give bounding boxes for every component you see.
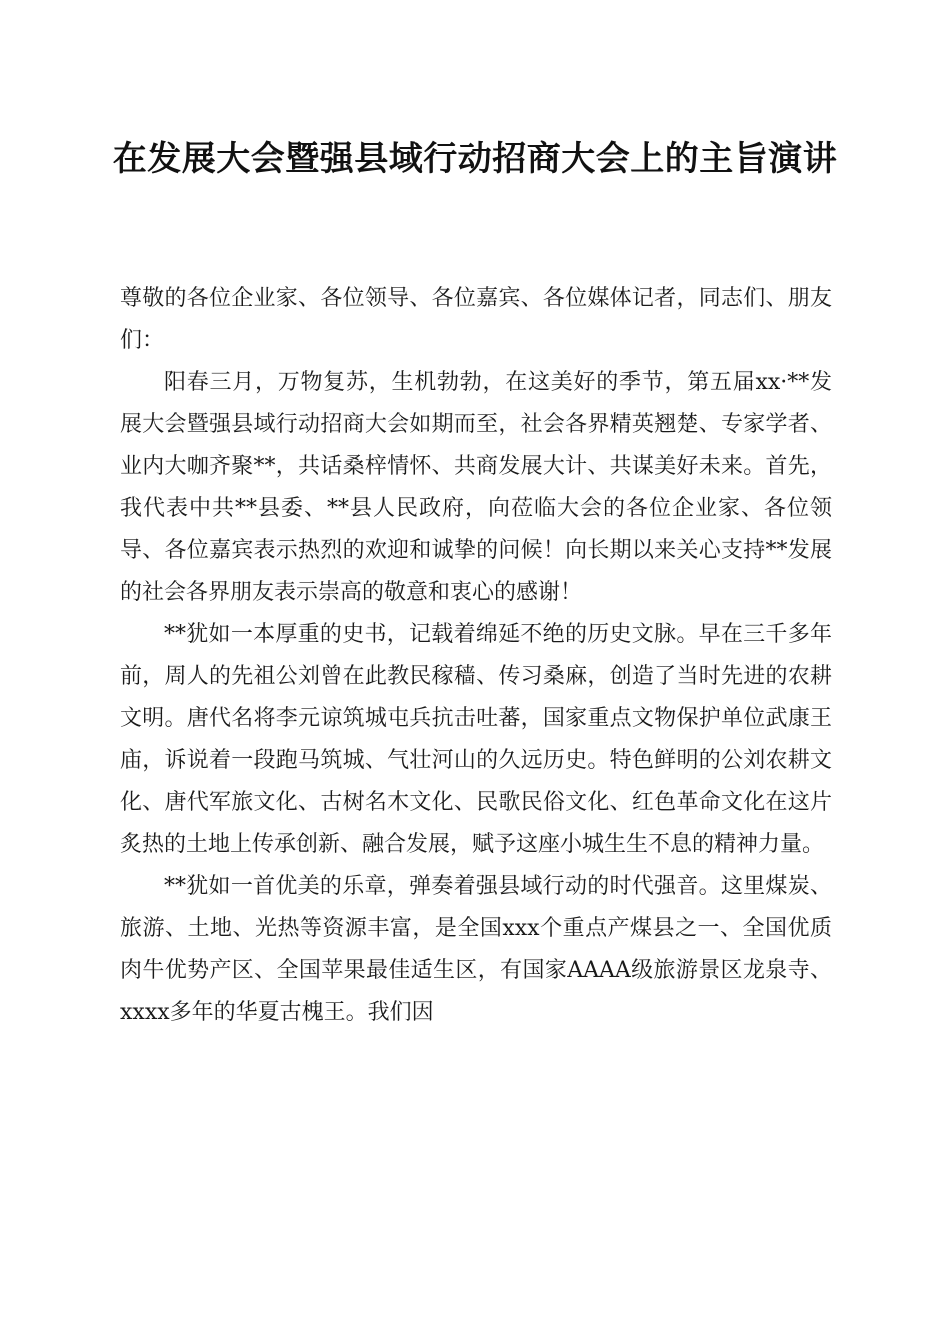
salutation: 尊敬的各位企业家、各位领导、各位嘉宾、各位媒体记者，同志们、朋友们：: [120, 286, 832, 353]
paragraph-resources: **犹如一首优美的乐章，弹奏着强县域行动的时代强音。这里煤炭、旅游、土地、光热等资源丰富，是全国xxx个重点产煤县之一、全国优质肉牛优势产区、全国苹果最佳适生区，有国家AAAA级旅游景区龙泉寺、xxxx多年的华夏古槐王。我们因: [120, 874, 832, 1025]
paragraph-opening: 阳春三月，万物复苏，生机勃勃，在这美好的季节，第五届xx·**发展大会暨强县域行动招商大会如期而至，社会各界精英翘楚、专家学者、业内大咖齐聚**，共话桑梓情怀、共商发展大计、共谋美好未来。首先，我代表中共**县委、**县人民政府，向莅临大会的各位企业家、各位领导、各位嘉宾表示热烈的欢迎和诚挚的问候！向长期以来关心支持**发展的社会各界朋友表示崇高的敬意和衷心的感谢！: [120, 370, 832, 605]
document-title: 在发展大会暨强县域行动招商大会上的主旨演讲: [112, 139, 838, 179]
document-body: [120, 278, 832, 1034]
paragraph-history: **犹如一本厚重的史书，记载着绵延不绝的历史文脉。早在三千多年前，周人的先祖公刘曾在此教民稼穑、传习桑麻，创造了当时先进的农耕文明。唐代名将李元谅筑城屯兵抗击吐蕃，国家重点文物保护单位武康王庙，诉说着一段跑马筑城、气壮河山的久远历史。特色鲜明的公刘农耕文化、唐代军旅文化、古树名木文化、民歌民俗文化、红色革命文化在这片炙热的土地上传承创新、融合发展，赋予这座小城生生不息的精神力量。: [120, 622, 832, 857]
